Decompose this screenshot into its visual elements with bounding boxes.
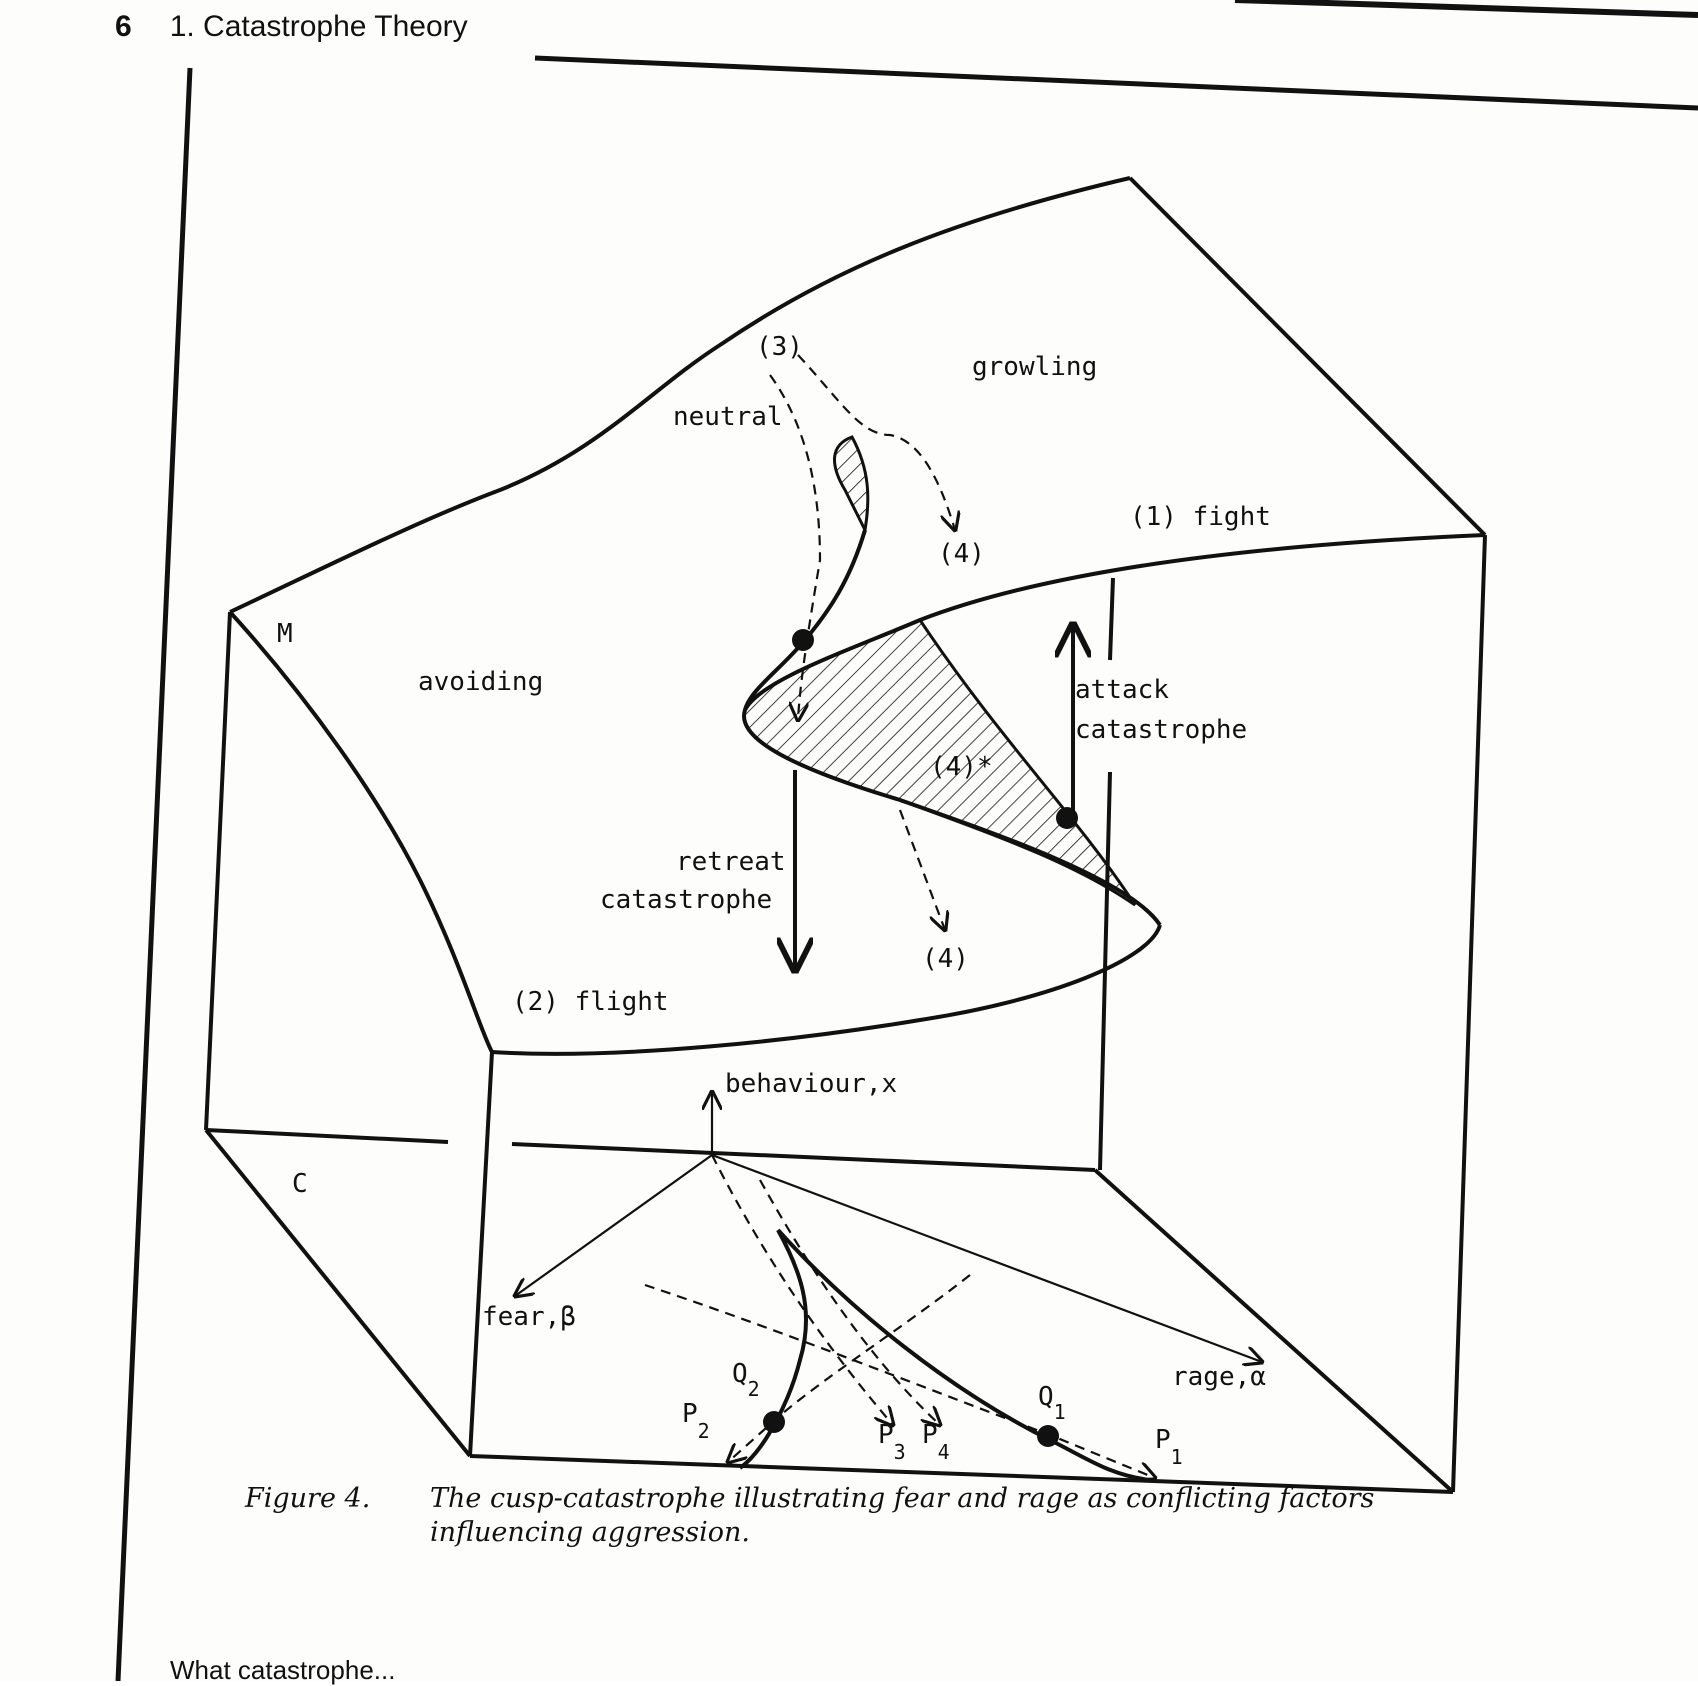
label-Q1: $Q_1$ xyxy=(1038,1382,1066,1424)
figure-label: Figure 4. xyxy=(245,1483,371,1514)
point-Q1 xyxy=(1037,1425,1059,1447)
label-Q2: $Q_2$ xyxy=(732,1359,760,1401)
surface-point-upper xyxy=(792,629,814,651)
label-fight: (1) fight xyxy=(1130,502,1271,532)
label-path-3: (3) xyxy=(756,332,803,362)
control-axes xyxy=(515,1092,1262,1362)
label-avoiding: avoiding xyxy=(418,667,544,697)
label-behaviour-axis: behaviour,x xyxy=(725,1069,898,1099)
label-M: M xyxy=(277,619,293,649)
label-neutral: neutral xyxy=(673,402,783,432)
point-Q2 xyxy=(763,1411,785,1433)
label-attack-line2: catastrophe xyxy=(1075,715,1248,745)
caption-text: The cusp-catastrophe illustrating fear and rage as conflicting factors influencing aggression. xyxy=(430,1483,1375,1548)
margin-line xyxy=(118,68,190,1681)
header-rule xyxy=(535,58,1698,108)
label-fear-axis: fear,β xyxy=(482,1302,576,1332)
label-P1: $P_1$ xyxy=(1155,1425,1183,1469)
label-attack-line1: attack xyxy=(1075,675,1169,705)
label-C: C xyxy=(292,1169,308,1199)
label-retreat-line1: retreat xyxy=(676,847,786,877)
label-path-4-bottom: (4) xyxy=(922,944,969,974)
behaviour-surface xyxy=(230,178,1485,1054)
page-number: 6 xyxy=(115,10,132,43)
label-growling: growling xyxy=(972,352,1098,382)
label-P4: $P_4$ xyxy=(922,1420,950,1464)
label-rage-axis: rage,α xyxy=(1172,1362,1266,1392)
label-retreat-line2: catastrophe xyxy=(600,885,773,915)
label-path-4-top: (4) xyxy=(938,539,985,569)
chapter-title: 1. Catastrophe Theory xyxy=(169,10,468,43)
label-flight: (2) flight xyxy=(512,987,669,1017)
label-path-4-star: (4)* xyxy=(930,752,993,782)
label-P3: $P_3$ xyxy=(878,1420,906,1464)
top-edge-rule xyxy=(1235,0,1698,15)
surface-point-lower xyxy=(1056,807,1078,829)
body-text: What catastrophe... xyxy=(170,1655,396,1685)
hatched-region-upper xyxy=(835,437,868,530)
label-P2: $P_2$ xyxy=(682,1399,710,1443)
control-paths xyxy=(645,1155,1155,1478)
